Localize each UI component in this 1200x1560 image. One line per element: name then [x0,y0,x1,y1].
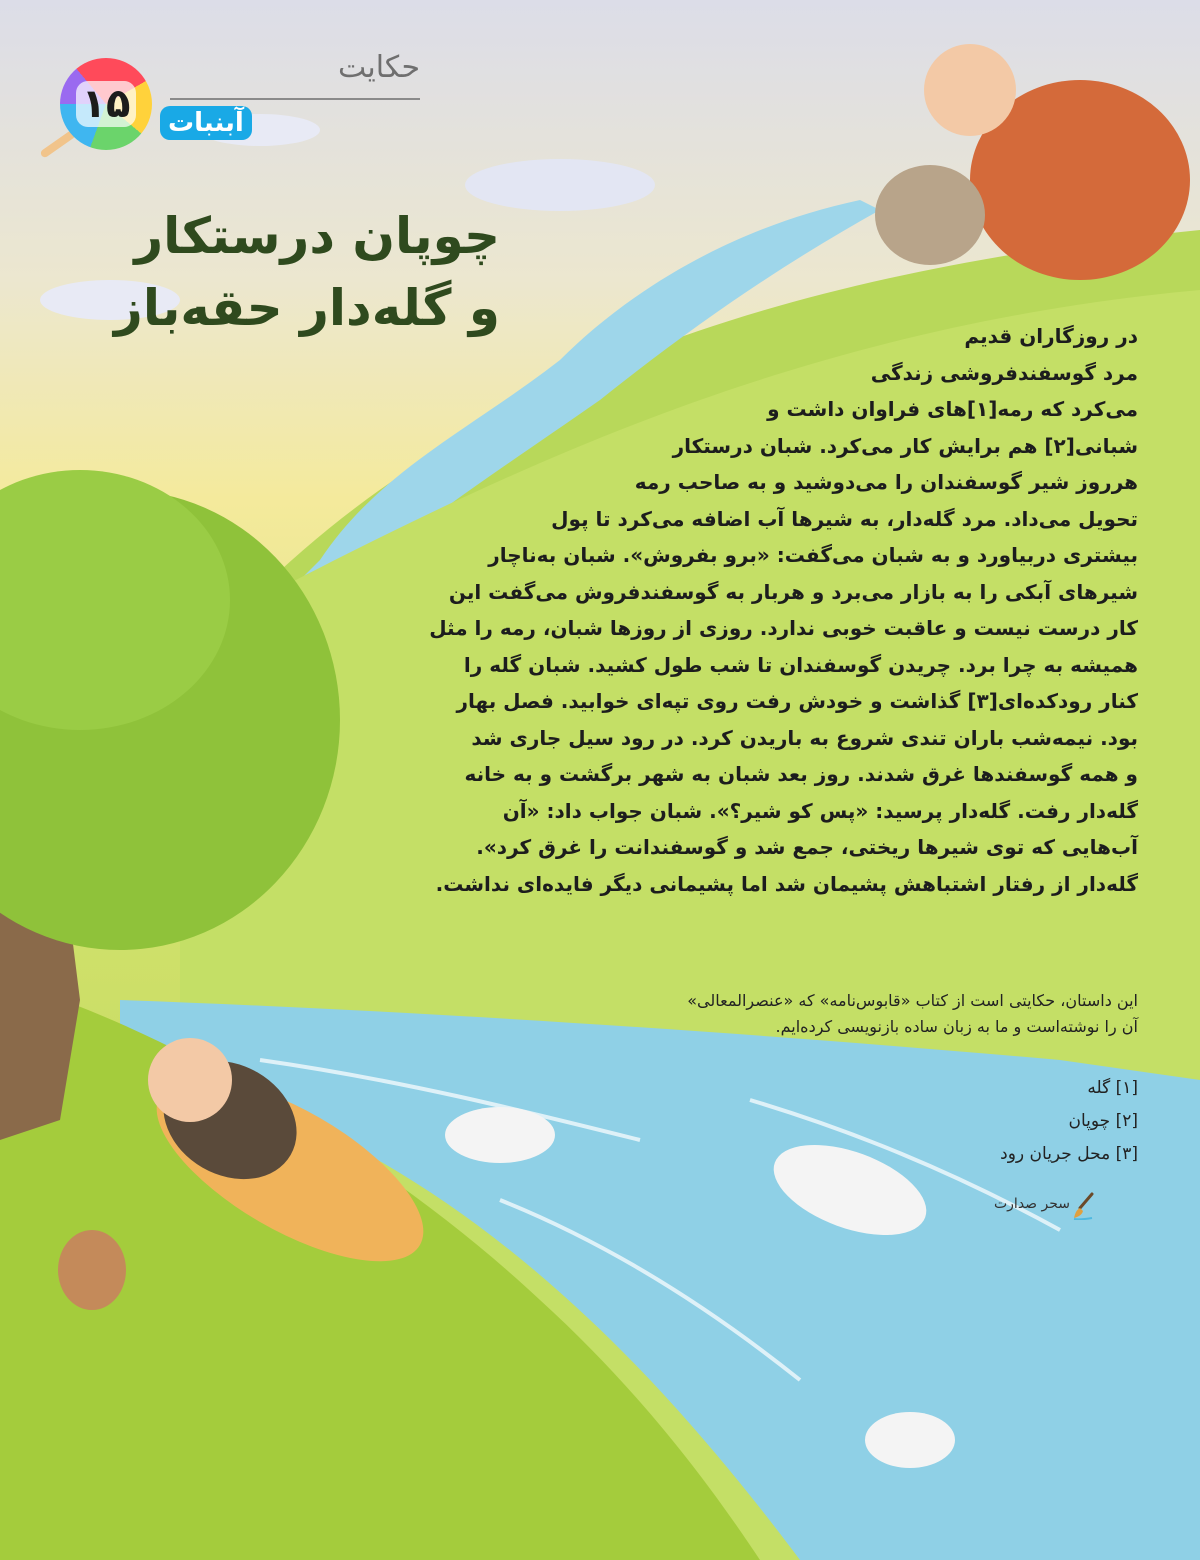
footnote-item: [۲] چوپان [1068,1111,1138,1131]
title-line-2: و گله‌دار حقه‌باز [114,279,500,337]
story-line: شبانی[۲] هم برایش کار می‌کرد. شبان درستکار [672,433,1138,458]
footnote-item: [۳] محل جریان رود [1000,1144,1138,1164]
lollipop-icon [60,58,152,150]
story-line: همیشه به چرا برد. چریدن گوسفندان تا شب طول کشید. شبان گله را [463,652,1138,677]
story-line: گله‌دار از رفتار اشتباهش پشیمان شد اما پشیمانی دیگر فایده‌ای نداشت. [435,871,1138,896]
brand-logo: آبنبات [160,106,252,140]
water-jug [875,165,985,265]
story-line: کنار رودکده‌ای[۳] گذاشت و خودش رفت روی تپه‌ای خوابید. فصل بهار [456,689,1138,713]
story-line: آب‌هایی که توی شیرها ریختی، جمع شد و گوسفندانت را غرق کرد». [476,835,1138,859]
shepherd-head [148,1038,232,1122]
footnotes [838,1072,1138,1171]
note-line: این داستان، حکایتی است از کتاب «قابوس‌نامه» که «عنصرالمعالی» [687,991,1138,1010]
page-number: ۱۵ [76,81,137,127]
story-line: کار درست نیست و عاقبت خوبی ندارد. روزی از روزها شبان، رمه را مثل [429,616,1138,640]
story-line: و همه گوسفندها غرق شدند. روز بعد شبان به شهر برگشت و به خانه [464,762,1138,786]
story-line: بود. نیمه‌شب باران تندی شروع به باریدن کرد. در رود سیل جاری شد [471,725,1138,750]
note-line: آن را نوشته‌است و ما به زبان ساده بازنویسی کرده‌ایم. [775,1017,1138,1036]
herd-owner-head [924,44,1016,136]
section-label: حکایت [337,50,420,85]
page-header [60,50,420,160]
story-body [318,318,1138,902]
story-line: در روزگاران قدیم [964,324,1138,348]
title-line-1: چوپان درستکار [134,207,500,265]
sheep [445,1107,555,1163]
clay-jug [58,1230,126,1310]
footnote-item: [۱] گله [1087,1078,1138,1098]
story-line: هرروز شیر گوسفندان را می‌دوشید و به صاحب رمه [634,470,1138,494]
story-line: می‌کرد که رمه[۱]های فراوان داشت و [767,397,1138,421]
story-line: تحویل می‌داد. مرد گله‌دار، به شیرها آب اضافه می‌کرد تا پول [551,506,1138,531]
sheep [865,1412,955,1468]
header-divider [170,98,420,100]
story-line: شیرهای آبکی را به بازار می‌برد و هربار به گوسفندفروش می‌گفت این [448,579,1138,604]
story-line: گله‌دار رفت. گله‌دار پرسید: «پس کو شیر؟». شبان جواب داد: «آن [502,798,1138,823]
source-note [438,988,1138,1040]
story-line: مرد گوسفندفروشی زندگی [870,360,1138,385]
illustrator-credit: سحر صدارت [993,1196,1070,1212]
paintbrush-icon [1072,1192,1096,1220]
story-line: بیشتری دربیاورد و به شبان می‌گفت: «برو بفروش». شبان به‌ناچار [488,543,1138,567]
